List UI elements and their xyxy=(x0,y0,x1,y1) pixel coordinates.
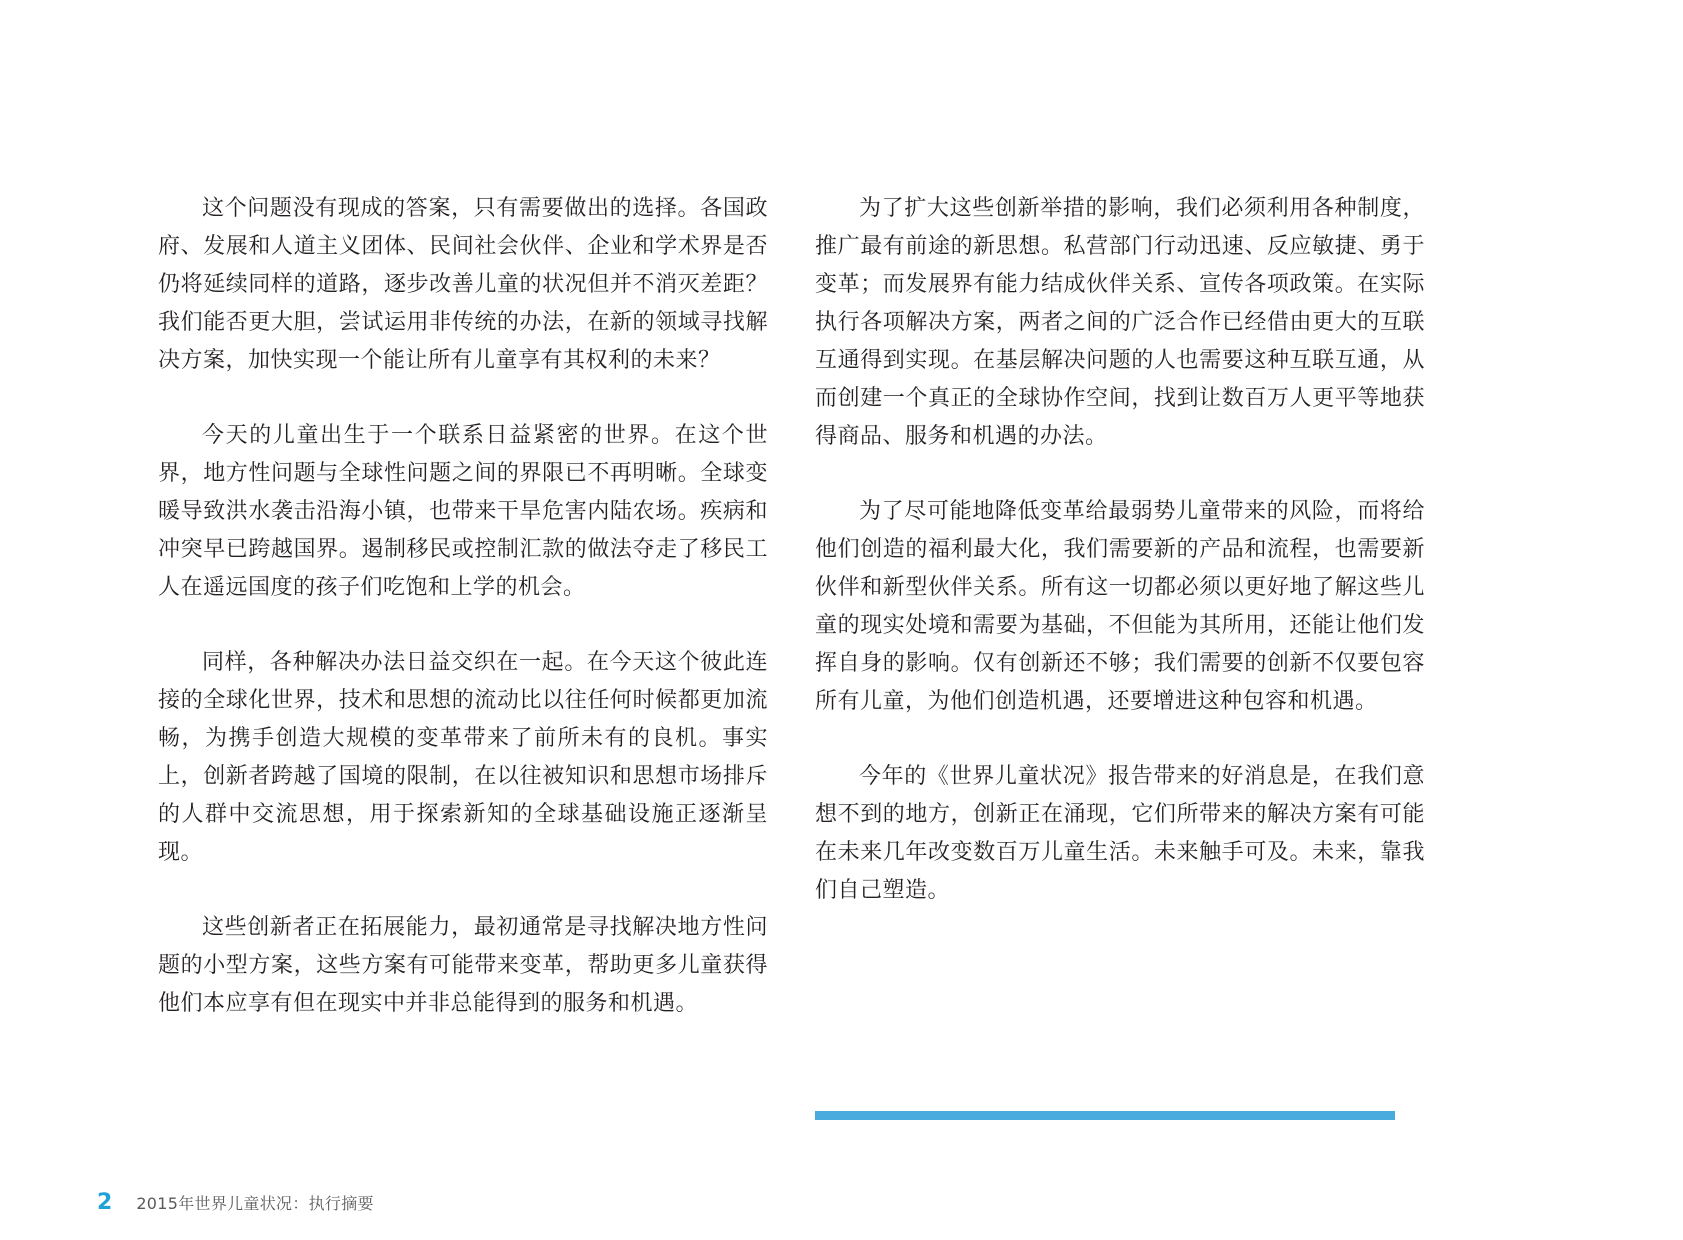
paragraph-3: 同样，各种解决办法日益交织在一起。在今天这个彼此连接的全球化世界，技术和思想的流动比以往任何时候都更加流畅，为携手创造大规模的变革带来了前所未有的良机。事实上，创新者跨越了国境的限制，在以往被知识和思想市场排斥的人群中交流思想，用于探索新知的全球基础设施正逐渐呈现。 xyxy=(158,650,768,865)
paragraph-4: 这些创新者正在拓展能力，最初通常是寻找解决地方性问题的小型方案，这些方案有可能带来变革，帮助更多儿童获得他们本应享有但在现实中并非总能得到的服务和机遇。 xyxy=(158,915,768,1016)
accent-rule xyxy=(815,1111,1395,1120)
page-footer xyxy=(97,1190,374,1215)
paragraph-1: 这个问题没有现成的答案，只有需要做出的选择。各国政府、发展和人道主义团体、民间社会伙伴、企业和学术界是否仍将延续同样的道路，逐步改善儿童的状况但并不消灭差距？我们能否更大胆，尝试运用非传统的办法，在新的领域寻找解决方案，加快实现一个能让所有儿童享有其权利的未来？ xyxy=(158,196,768,373)
left-column xyxy=(158,190,768,1060)
page-number: 2 xyxy=(97,1190,113,1215)
paragraph-5: 为了扩大这些创新举措的影响，我们必须利用各种制度，推广最有前途的新思想。私营部门行动迅速、反应敏捷、勇于变革；而发展界有能力结成伙伴关系、宣传各项政策。在实际执行各项解决方案，两者之间的广泛合作已经借由更大的互联互通得到实现。在基层解决问题的人也需要这种互联互通，从而创建一个真正的全球协作空间，找到让数百万人更平等地获得商品、服务和机遇的办法。 xyxy=(815,196,1425,449)
paragraph-7: 今年的《世界儿童状况》报告带来的好消息是，在我们意想不到的地方，创新正在涌现，它们所带来的解决方案有可能在未来几年改变数百万儿童生活。未来触手可及。未来，靠我们自己塑造。 xyxy=(815,764,1425,903)
paragraph-6: 为了尽可能地降低变革给最弱势儿童带来的风险，而将给他们创造的福利最大化，我们需要新的产品和流程，也需要新伙伴和新型伙伴关系。所有这一切都必须以更好地了解这些儿童的现实处境和需要为基础，不但能为其所用，还能让他们发挥自身的影响。仅有创新还不够；我们需要的创新不仅要包容所有儿童，为他们创造机遇，还要增进这种包容和机遇。 xyxy=(815,499,1425,714)
running-title: 2015年世界儿童状况：执行摘要 xyxy=(136,1194,374,1213)
right-column xyxy=(815,190,1425,947)
paragraph-2: 今天的儿童出生于一个联系日益紧密的世界。在这个世界，地方性问题与全球性问题之间的界限已不再明晰。全球变暖导致洪水袭击沿海小镇，也带来干旱危害内陆农场。疾病和冲突早已跨越国界。遏制移民或控制汇款的做法夺走了移民工人在遥远国度的孩子们吃饱和上学的机会。 xyxy=(158,423,768,600)
